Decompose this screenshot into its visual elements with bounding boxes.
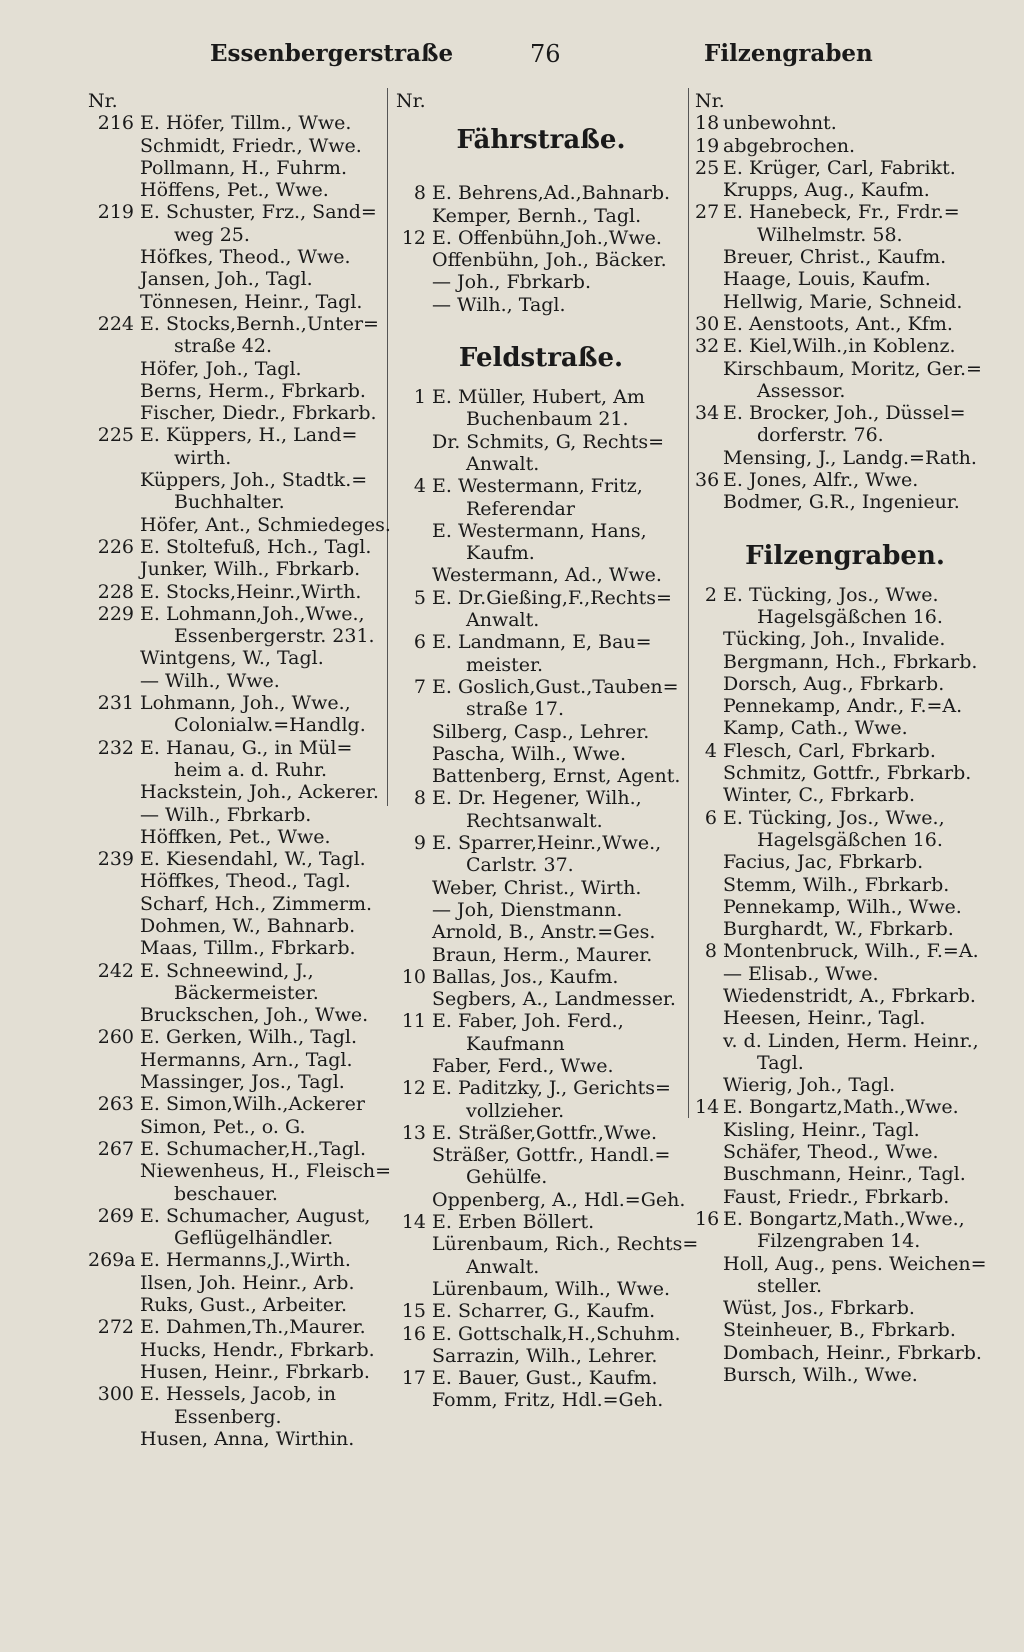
house-number: 9 <box>413 832 426 855</box>
entry-continuation: weg 25. <box>174 223 250 246</box>
resident-entry: Fomm, Fritz, Hdl.=Geh. <box>432 1389 664 1412</box>
entry-continuation: Filzengraben 14. <box>757 1230 921 1253</box>
entry-continuation: Colonialw.=Handlg. <box>174 714 366 737</box>
house-number: 4 <box>704 739 717 762</box>
entry-continuation: Geflügelhändler. <box>174 1227 334 1250</box>
house-entry <box>396 1300 686 1322</box>
resident-entry: Kirschbaum, Moritz, Ger.= <box>723 357 982 380</box>
resident-text: E. Hessels, Jacob, in <box>140 1383 336 1406</box>
resident-text: E. Lohmann,Joh.,Wwe., <box>140 602 365 625</box>
house-number: 8 <box>413 787 426 810</box>
resident-entry: — Wilh., Tagl. <box>432 293 566 316</box>
entry-continuation: Tagl. <box>757 1051 804 1074</box>
house-number: 224 <box>97 312 134 335</box>
house-number: 13 <box>401 1121 426 1144</box>
resident-text: abgebrochen. <box>723 134 855 157</box>
resident-text: E. Stoltefuß, Hch., Tagl. <box>140 535 372 558</box>
column-filzengraben <box>695 90 995 1386</box>
house-number: 232 <box>97 736 134 759</box>
resident-entry: Westermann, Ad., Wwe. <box>432 564 662 587</box>
resident-entry: Küppers, Joh., Stadtk.= <box>140 469 368 492</box>
resident-text: unbewohnt. <box>723 112 837 135</box>
entry-continuation: Kaufm. <box>466 542 535 565</box>
resident-text: E. Faber, Joh. Ferd., <box>432 1010 624 1033</box>
entry-continuation: Hagelsgäßchen 16. <box>757 828 943 851</box>
house-number: 4 <box>413 475 426 498</box>
resident-entry: Holl, Aug., pens. Weichen= <box>723 1252 987 1275</box>
resident-text: E. Hanebeck, Fr., Frdr.= <box>723 201 960 224</box>
house-number: 30 <box>695 312 720 335</box>
resident-entry: Silberg, Casp., Lehrer. <box>432 720 650 743</box>
entry-continuation: Bäckermeister. <box>174 981 319 1004</box>
resident-text: E. Bauer, Gust., Kaufm. <box>432 1367 658 1390</box>
resident-text: E. Kiesendahl, W., Tagl. <box>140 848 366 871</box>
house-number: 14 <box>695 1096 720 1119</box>
column-faehr-feldstrasse <box>396 90 699 1412</box>
resident-entry: Hellwig, Marie, Schneid. <box>723 290 963 313</box>
resident-text: E. Offenbühn,Joh.,Wwe. <box>432 226 662 249</box>
resident-entry: Höffkes, Theod., Tagl. <box>140 870 351 893</box>
resident-entry: Pollmann, H., Fuhrm. <box>140 156 347 179</box>
house-number: 225 <box>97 424 134 447</box>
resident-entry: Braun, Herm., Maurer. <box>432 943 653 966</box>
resident-entry: Breuer, Christ., Kaufm. <box>723 246 947 269</box>
house-entry <box>396 787 686 809</box>
resident-entry: Pennekamp, Wilh., Wwe. <box>723 895 962 918</box>
resident-entry: Höfer, Ant., Schmiedeges. <box>140 513 391 536</box>
resident-entry: Tönnesen, Heinr., Tagl. <box>140 290 363 313</box>
resident-entry: Hucks, Hendr., Fbrkarb. <box>140 1338 375 1361</box>
house-entry <box>396 1323 686 1345</box>
house-entry <box>88 603 388 625</box>
column-divider-2 <box>688 88 689 1118</box>
resident-entry: Bursch, Wilh., Wwe. <box>723 1364 918 1387</box>
resident-text: E. Stocks,Bernh.,Unter= <box>140 312 379 335</box>
house-entry <box>88 313 388 335</box>
house-number: 15 <box>401 1300 426 1323</box>
resident-text: E. Paditzky, J., Gerichts= <box>432 1077 671 1100</box>
resident-text: E. Dahmen,Th.,Maurer. <box>140 1316 366 1339</box>
house-number: 25 <box>695 156 720 179</box>
resident-text: Flesch, Carl, Fbrkarb. <box>723 739 936 762</box>
resident-entry: Segbers, A., Landmesser. <box>432 988 676 1011</box>
house-entry <box>695 201 995 223</box>
house-entry <box>695 807 995 829</box>
resident-entry: Weber, Christ., Wirth. <box>432 876 642 899</box>
house-entry <box>396 1122 686 1144</box>
resident-text: E. Schneewind, J., <box>140 959 314 982</box>
resident-entry: Winter, C., Fbrkarb. <box>723 784 915 807</box>
resident-entry: Burghardt, W., Fbrkarb. <box>723 918 954 941</box>
resident-entry: E. Westermann, Hans, <box>432 519 647 542</box>
entry-continuation: heim a. d. Ruhr. <box>174 758 328 781</box>
entry-continuation: Buchenbaum 21. <box>466 408 629 431</box>
resident-entry: Buschmann, Heinr., Tagl. <box>723 1163 966 1186</box>
resident-entry: Bergmann, Hch., Fbrkarb. <box>723 650 978 673</box>
house-number: 219 <box>97 201 134 224</box>
resident-entry: Dr. Schmits, G, Rechts= <box>432 430 665 453</box>
house-number: 6 <box>704 806 717 829</box>
house-number: 12 <box>401 226 426 249</box>
entry-continuation: Anwalt. <box>466 452 540 475</box>
house-number: 7 <box>413 675 426 698</box>
resident-entry: Fischer, Diedr., Fbrkarb. <box>140 402 377 425</box>
house-entry <box>695 335 995 357</box>
resident-text: E. Sträßer,Gottfr.,Wwe. <box>432 1121 658 1144</box>
resident-text: E. Stocks,Heinr.,Wirth. <box>140 580 362 603</box>
resident-entry: Höffken, Pet., Wwe. <box>140 825 331 848</box>
resident-entry: Pennekamp, Andr., F.=A. <box>723 695 963 718</box>
house-entry <box>88 692 388 714</box>
resident-entry: Dorsch, Aug., Fbrkarb. <box>723 672 945 695</box>
entry-continuation: Rechtsanwalt. <box>466 809 603 832</box>
resident-text: E. Simon,Wilh.,Ackerer <box>140 1093 365 1116</box>
house-number: 242 <box>97 959 134 982</box>
entry-continuation: Hagelsgäßchen 16. <box>757 605 943 628</box>
resident-entry: Steinheuer, B., Fbrkarb. <box>723 1319 956 1342</box>
resident-entry: Höfkes, Theod., Wwe. <box>140 246 351 269</box>
resident-entry: Hermanns, Arn., Tagl. <box>140 1048 353 1071</box>
house-entry <box>88 960 388 982</box>
entry-continuation: vollzieher. <box>466 1099 565 1122</box>
house-entry <box>88 737 388 759</box>
resident-text: E. Bongartz,Math.,Wwe., <box>723 1207 965 1230</box>
house-entry <box>396 386 686 408</box>
house-number: 263 <box>97 1093 134 1116</box>
resident-entry: Bruckschen, Joh., Wwe. <box>140 1004 369 1027</box>
resident-text: E. Gottschalk,H.,Schuhm. <box>432 1322 681 1345</box>
house-number: 216 <box>97 112 134 135</box>
resident-entry: Maas, Tillm., Fbrkarb. <box>140 937 356 960</box>
house-number: 228 <box>97 580 134 603</box>
house-entry <box>396 587 686 609</box>
resident-entry: Wüst, Jos., Fbrkarb. <box>723 1297 915 1320</box>
entry-continuation: Anwalt. <box>466 609 540 632</box>
house-number: 16 <box>695 1207 720 1230</box>
resident-entry: Dohmen, W., Bahnarb. <box>140 914 356 937</box>
entry-continuation: meister. <box>466 653 544 676</box>
house-number: 10 <box>401 965 426 988</box>
street-heading: Fährstraße. <box>456 125 626 156</box>
resident-entry: — Elisab., Wwe. <box>723 962 879 985</box>
house-entry <box>695 157 995 179</box>
resident-entry: — Wilh., Fbrkarb. <box>140 803 312 826</box>
resident-text: E. Landmann, E, Bau= <box>432 631 652 654</box>
resident-entry: Hackstein, Joh., Ackerer. <box>140 781 379 804</box>
house-number: 12 <box>401 1077 426 1100</box>
resident-text: Lohmann, Joh., Wwe., <box>140 692 351 715</box>
entry-continuation: Carlstr. 37. <box>466 854 574 877</box>
house-number: 17 <box>401 1367 426 1390</box>
resident-text: E. Hanau, G., in Mül= <box>140 736 353 759</box>
resident-entry: Offenbühn, Joh., Bäcker. <box>432 249 667 272</box>
house-entry <box>88 581 388 603</box>
resident-text: E. Tücking, Jos., Wwe., <box>723 806 945 829</box>
house-number: 272 <box>97 1316 134 1339</box>
entry-continuation: Wilhelmstr. 58. <box>757 223 903 246</box>
resident-entry: Höffens, Pet., Wwe. <box>140 179 329 202</box>
spacer <box>695 514 995 528</box>
house-number: 1 <box>413 386 426 409</box>
entry-continuation: Buchhalter. <box>174 491 285 514</box>
house-entry <box>396 182 686 204</box>
resident-entry: Simon, Pet., o. G. <box>140 1115 306 1138</box>
resident-text: E. Goslich,Gust.,Tauben= <box>432 675 679 698</box>
entry-continuation: straße 42. <box>174 335 272 358</box>
house-number: 269a <box>88 1249 136 1272</box>
street-heading: Filzengraben. <box>745 540 945 571</box>
house-entry <box>396 1010 686 1032</box>
resident-entry: Pascha, Wilh., Wwe. <box>432 742 627 765</box>
house-entry <box>88 1316 388 1338</box>
resident-entry: — Wilh., Wwe. <box>140 669 280 692</box>
house-number: 231 <box>97 692 134 715</box>
resident-entry: Husen, Heinr., Fbrkarb. <box>140 1360 370 1383</box>
house-entry <box>396 966 686 988</box>
resident-entry: Niewenheus, H., Fleisch= <box>140 1160 392 1183</box>
resident-entry: Wiedenstridt, A., Fbrkarb. <box>723 984 976 1007</box>
resident-entry: Haage, Louis, Kaufm. <box>723 268 931 291</box>
house-number: 2 <box>704 583 717 606</box>
resident-entry: Jansen, Joh., Tagl. <box>140 268 313 291</box>
entry-continuation: dorferstr. 76. <box>757 424 884 447</box>
entry-continuation: beschauer. <box>174 1182 278 1205</box>
house-entry <box>88 424 388 446</box>
resident-entry: v. d. Linden, Herm. Heinr., <box>723 1029 979 1052</box>
house-number: 300 <box>97 1383 134 1406</box>
resident-text: E. Sparrer,Heinr.,Wwe., <box>432 832 662 855</box>
house-entry <box>396 1211 686 1233</box>
column-heading-nr: Nr. <box>695 90 725 112</box>
resident-text: E. Bongartz,Math.,Wwe. <box>723 1096 959 1119</box>
entry-continuation: Gehülfe. <box>466 1166 548 1189</box>
resident-entry: Mensing, J., Landg.=Rath. <box>723 446 977 469</box>
house-entry <box>695 112 995 134</box>
column-essenbergerstrasse <box>88 90 392 1450</box>
column-heading-nr: Nr. <box>396 90 426 112</box>
house-entry <box>88 848 388 870</box>
resident-text: E. Gerken, Wilh., Tagl. <box>140 1026 358 1049</box>
house-number: 226 <box>97 535 134 558</box>
resident-text: E. Höfer, Tillm., Wwe. <box>140 112 352 135</box>
resident-entry: Schmitz, Gottfr., Fbrkarb. <box>723 762 972 785</box>
entry-continuation: straße 17. <box>466 698 564 721</box>
resident-entry: Stemm, Wilh., Fbrkarb. <box>723 873 950 896</box>
house-number: 239 <box>97 848 134 871</box>
house-entry <box>396 676 686 698</box>
house-number: 14 <box>401 1211 426 1234</box>
house-entry <box>695 469 995 491</box>
house-number: 267 <box>97 1137 134 1160</box>
house-entry <box>695 1208 995 1230</box>
spacer <box>396 316 686 330</box>
resident-text: E. Müller, Hubert, Am <box>432 386 645 409</box>
running-head-right: Filzengraben <box>704 40 873 67</box>
house-number: 16 <box>401 1322 426 1345</box>
resident-text: E. Dr.Gießing,F.,Rechts= <box>432 586 672 609</box>
spacer <box>396 168 686 182</box>
house-entry <box>695 940 995 962</box>
resident-entry: Kisling, Heinr., Tagl. <box>723 1118 920 1141</box>
house-number: 5 <box>413 586 426 609</box>
resident-text: E. Schumacher,H.,Tagl. <box>140 1137 367 1160</box>
resident-text: E. Tücking, Jos., Wwe. <box>723 583 939 606</box>
resident-entry: Ruks, Gust., Arbeiter. <box>140 1294 348 1317</box>
resident-text: E. Erben Böllert. <box>432 1211 595 1234</box>
resident-entry: Facius, Jac, Fbrkarb. <box>723 851 924 874</box>
resident-entry: Faust, Friedr., Fbrkarb. <box>723 1185 950 1208</box>
house-number: 8 <box>704 940 717 963</box>
resident-entry: — Joh., Fbrkarb. <box>432 271 592 294</box>
entry-continuation: Kaufmann <box>466 1032 565 1055</box>
resident-entry: Arnold, B., Anstr.=Ges. <box>432 921 656 944</box>
entry-continuation: Essenberg. <box>174 1405 282 1428</box>
house-entry <box>88 201 388 223</box>
resident-entry: Sarrazin, Wilh., Lehrer. <box>432 1344 658 1367</box>
resident-text: E. Küppers, H., Land= <box>140 424 358 447</box>
house-number: 229 <box>97 602 134 625</box>
house-entry <box>88 1138 388 1160</box>
resident-entry: Schäfer, Theod., Wwe. <box>723 1141 939 1164</box>
house-entry <box>695 584 995 606</box>
resident-text: E. Dr. Hegener, Wilh., <box>432 787 642 810</box>
resident-entry: Höfer, Joh., Tagl. <box>140 357 302 380</box>
house-entry <box>88 1026 388 1048</box>
house-number: 19 <box>695 134 720 157</box>
house-entry <box>695 402 995 424</box>
resident-text: Montenbruck, Wilh., F.=A. <box>723 940 979 963</box>
resident-text: E. Scharrer, G., Kaufm. <box>432 1300 656 1323</box>
house-entry <box>695 135 995 157</box>
house-entry <box>396 1077 686 1099</box>
resident-text: E. Behrens,Ad.,Bahnarb. <box>432 182 671 205</box>
house-entry <box>396 631 686 653</box>
house-entry <box>88 1093 388 1115</box>
resident-entry: Wintgens, W., Tagl. <box>140 647 324 670</box>
house-number: 34 <box>695 402 720 425</box>
resident-entry: Battenberg, Ernst, Agent. <box>432 765 681 788</box>
resident-text: E. Brocker, Joh., Düssel= <box>723 402 966 425</box>
resident-text: E. Schumacher, August, <box>140 1204 371 1227</box>
resident-text: E. Hermanns,J.,Wirth. <box>140 1249 351 1272</box>
entry-continuation: steller. <box>757 1274 823 1297</box>
resident-entry: Lürenbaum, Wilh., Wwe. <box>432 1277 671 1300</box>
resident-entry: Ilsen, Joh. Heinr., Arb. <box>140 1271 355 1294</box>
resident-entry: Dombach, Heinr., Fbrkarb. <box>723 1341 982 1364</box>
resident-entry: Husen, Anna, Wirthin. <box>140 1427 355 1450</box>
house-number: 260 <box>97 1026 134 1049</box>
resident-text: E. Krüger, Carl, Fabrikt. <box>723 156 956 179</box>
resident-entry: Heesen, Heinr., Tagl. <box>723 1007 926 1030</box>
resident-text: E. Jones, Alfr., Wwe. <box>723 469 919 492</box>
resident-text: E. Westermann, Fritz, <box>432 475 643 498</box>
house-entry <box>695 740 995 762</box>
house-number: 8 <box>413 182 426 205</box>
house-entry <box>88 536 388 558</box>
house-entry <box>88 1383 388 1405</box>
resident-entry: Faber, Ferd., Wwe. <box>432 1054 614 1077</box>
resident-entry: Berns, Herm., Fbrkarb. <box>140 379 366 402</box>
resident-entry: Oppenberg, A., Hdl.=Geh. <box>432 1188 686 1211</box>
entry-continuation: Essenbergerstr. 231. <box>174 625 375 648</box>
resident-entry: Wierig, Joh., Tagl. <box>723 1074 896 1097</box>
resident-entry: Kamp, Cath., Wwe. <box>723 717 908 740</box>
house-entry <box>695 313 995 335</box>
resident-entry: Junker, Wilh., Fbrkarb. <box>140 558 361 581</box>
house-entry <box>695 1096 995 1118</box>
house-entry <box>88 1205 388 1227</box>
resident-text: E. Aenstoots, Ant., Kfm. <box>723 312 953 335</box>
house-number: 269 <box>97 1204 134 1227</box>
house-number: 27 <box>695 201 720 224</box>
house-number: 36 <box>695 469 720 492</box>
page-number: 76 <box>530 40 561 68</box>
resident-entry: Scharf, Hch., Zimmerm. <box>140 892 372 915</box>
resident-entry: — Joh, Dienstmann. <box>432 898 623 921</box>
resident-entry: Kemper, Bernh., Tagl. <box>432 204 642 227</box>
resident-entry: Tücking, Joh., Invalide. <box>723 628 946 651</box>
resident-entry: Bodmer, G.R., Ingenieur. <box>723 491 960 514</box>
entry-continuation: Anwalt. <box>466 1255 540 1278</box>
resident-text: E. Kiel,Wilh.,in Koblenz. <box>723 335 956 358</box>
house-entry <box>88 1249 388 1271</box>
house-entry <box>396 475 686 497</box>
resident-entry: Sträßer, Gottfr., Handl.= <box>432 1144 671 1167</box>
resident-entry: Massinger, Jos., Tagl. <box>140 1071 345 1094</box>
house-entry <box>396 832 686 854</box>
house-number: 18 <box>695 112 720 135</box>
resident-entry: Lürenbaum, Rich., Rechts= <box>432 1233 699 1256</box>
entry-continuation: Assessor. <box>757 379 846 402</box>
house-entry <box>396 1367 686 1389</box>
house-number: 32 <box>695 335 720 358</box>
house-number: 6 <box>413 631 426 654</box>
house-number: 11 <box>401 1010 426 1033</box>
street-heading: Feldstraße. <box>458 343 624 374</box>
column-heading-nr: Nr. <box>88 90 118 112</box>
house-entry <box>396 227 686 249</box>
entry-continuation: wirth. <box>174 446 232 469</box>
house-entry <box>88 112 388 134</box>
resident-text: E. Schuster, Frz., Sand= <box>140 201 377 224</box>
entry-continuation: Referendar <box>466 497 575 520</box>
resident-entry: Krupps, Aug., Kaufm. <box>723 179 930 202</box>
resident-entry: Schmidt, Friedr., Wwe. <box>140 134 362 157</box>
running-head-left: Essenbergerstraße <box>210 40 454 67</box>
resident-text: Ballas, Jos., Kaufm. <box>432 965 619 988</box>
